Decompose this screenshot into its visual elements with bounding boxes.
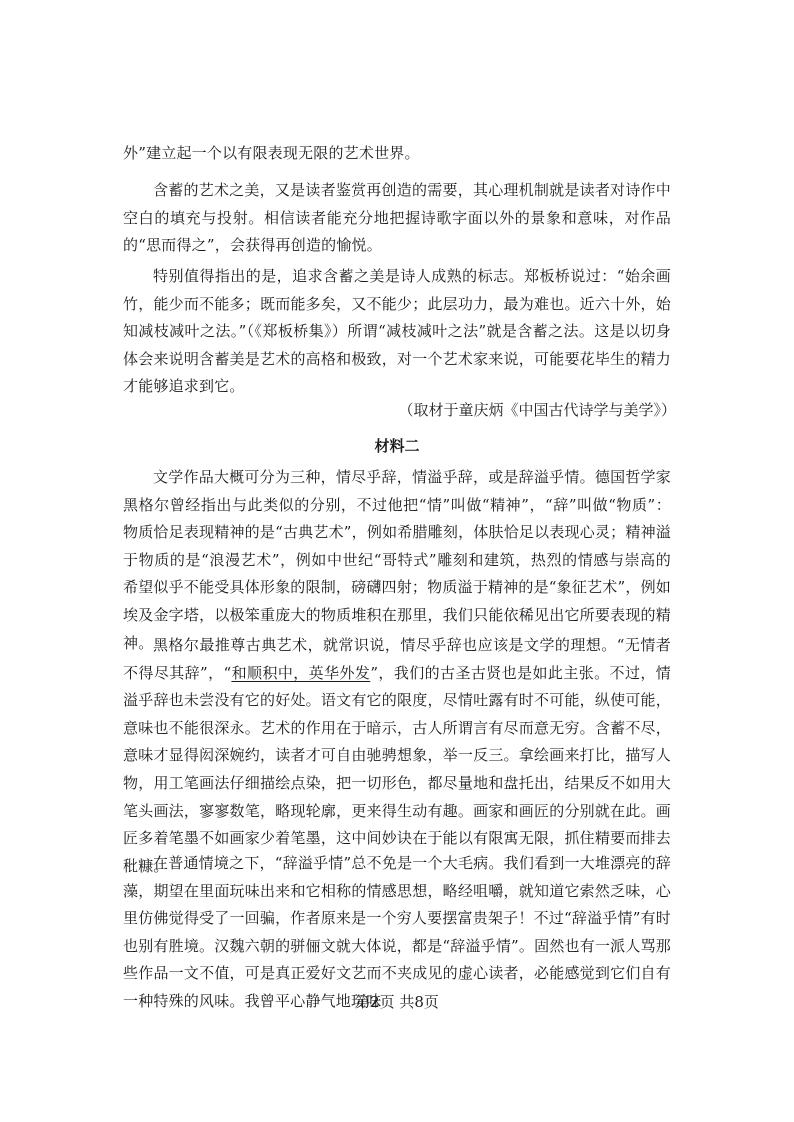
- paragraph-hegel-part2: ”，我们的古圣古贤也是如此主张。不过，情溢乎辞也未尝没有它的好处。语文有它的限度，尽情吐露有时不可能，纵使可能，意味也不能很深永。艺术的作用在于暗示，古人所谓言有尽而意无穷。含蓄不尽，意味才显得闳深婉约，读者才可自由驰骋想象，举一反三。拿绘画来打比，描写人物，用工笔画法仔细描绘点染，把一切形色，都尽量地和盘托出，结果反不如用大笔头画法，寥寥数笔，略现轮廓，更来得生动有趣。画家和画匠的分别就在此。画匠多着笔墨不如画家少着笔墨，这中间妙诀在于能以有限寓无限，抓住精要而排去秕糠。: [123, 663, 671, 875]
- material-two-heading: 材料二: [374, 437, 420, 455]
- paragraph-hegel-classical: [123, 632, 671, 880]
- paragraph-zheng-banqiao: 特别值得指出的是，追求含蓄之美是诗人成熟的标志。郑板桥说过：“始余画竹，能少而不能多；既而能多矣，又不能少；此层功力，最为难也。近六十外，始知减枝减叶之法。”（《郑板桥集》）所谓“减枝减叶之法”就是含蓄之法。这是以切身体会来说明含蓄美是艺术的高格和极致，对一个艺术家来说，可能要花毕生的精力才能够追求到它。: [123, 267, 671, 396]
- paragraph-three-types: 文学作品大概可分为三种，情尽乎辞，情溢乎辞，或是辞溢乎情。德国哲学家黑格尔曾经指出与此类似的分别，不过他把“情”叫做“精神”，“辞”叫做“物质”：物质恰足表现精神的是“古典艺术”，例如希腊雕刻，体肤恰足以表现心灵；精神溢于物质的是“浪漫艺术”，例如中世纪“哥特式”雕刻和建筑，热烈的情感与崇高的希望似乎不能受具体形象的限制，磅礴四射；物质溢于精神的是“象征艺术”，例如埃及金字塔，以极笨重庞大的物质堆积在那里，我们只能依稀见出它所要表现的精神。: [123, 468, 671, 652]
- paragraph-ordinary-situation: 在普通情境之下，“辞溢乎情”总不免是一个大毛病。我们看到一大堆漂亮的辞藻，期望在里面玩味出来和它相称的情感思想，略经咀嚼，就知道它索然乏味，心里仿佛觉得受了一回骗，作者原来是一个穷人要摆富贵架子！不过“辞溢乎情”有时也别有胜境。汉魏六朝的骈俪文就大体说，都是“辞溢乎情”。固然也有一派人骂那些作品一文不值，可是真正爱好文艺而不夹成见的虚心读者，必能感觉到它们自有一种特殊的风味。我曾平心静气地玩味: [123, 854, 671, 1010]
- source-citation: （取材于童庆炳《中国古代诗学与美学》）: [398, 401, 676, 419]
- page-footer: 第2页 共8页: [355, 993, 439, 1011]
- underlined-phrase: 和顺积中，英华外发: [231, 663, 371, 682]
- continuation-line: 外”建立起一个以有限表现无限的艺术世界。: [123, 144, 420, 162]
- paragraph-hanxu-beauty: 含蓄的艺术之美，又是读者鉴赏再创造的需要，其心理机制就是读者对诗作中空白的填充与投射。相信读者能充分地把握诗歌字面以外的景象和意味，对作品的“思而得之”，会获得再创造的愉悦。: [123, 181, 671, 255]
- paragraph-hegel-part1: 黑格尔最推尊古典艺术，就常识说，情尽乎辞也应该是文学的理想。“无情者不得尽其辞”，“: [123, 636, 671, 682]
